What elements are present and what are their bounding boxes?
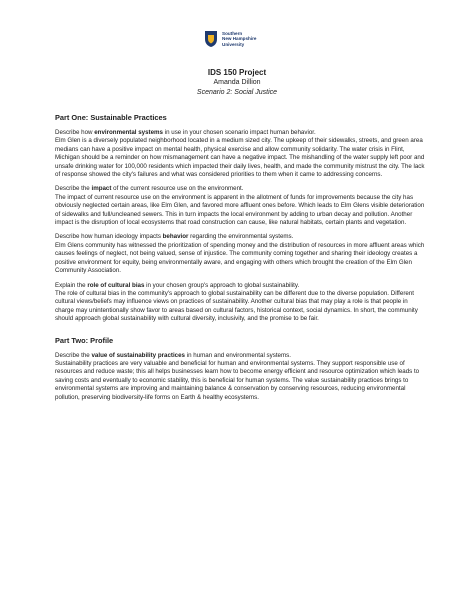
scenario-subtitle: Scenario 2: Social Justice xyxy=(196,89,278,96)
answer-impact: The impact of current resource use on the environment is apparent in the allotment of funds for improvements because the city has obviously neglected certain areas, like Elm Glen, and favored more affluent ones before. Which leads to Elm Glens visible deterioration of sidewalks and full/uncleaned sewers. This in turn impacts the local environment by adding to urban decay and pollution. Another impact is the disruption of local ecosystems that road construction can cause, like natural habitats, certain plants and vegetation. xyxy=(55,193,425,227)
question-environmental-systems xyxy=(55,129,427,137)
question-behavior xyxy=(55,233,427,241)
shield-icon xyxy=(204,30,218,48)
part-one-heading: Part One: Sustainable Practices xyxy=(55,113,167,122)
logo-wordmark xyxy=(222,31,256,47)
answer-sustainability-value: Sustainability practices are very valuable and beneficial for human and environmental systems. They support responsible use of resources and reduce waste; this all helps businesses learn how to become energy efficient and resource optimization which leads to saving costs and eventually to economic stability, this is beneficial for human systems. The value sustainability practices brings to environmental systems are improving and maintaining balance & conservation by conserving resources, reducing environmental pollution, preserving biodiversity-life forms on Earth & healthy ecosystems. xyxy=(55,359,420,401)
question-text: Explain the xyxy=(55,281,88,289)
author-name: Amanda Dillion xyxy=(213,79,261,86)
university-logo xyxy=(204,30,256,48)
question-text: Describe how human ideology impacts xyxy=(55,233,163,241)
logo-line-1: Southern xyxy=(222,30,243,36)
question-cultural-bias xyxy=(55,282,427,290)
question-text: regarding the environmental systems. xyxy=(188,233,294,241)
question-keyword: impact xyxy=(91,185,112,193)
question-sustainability-value xyxy=(55,352,427,360)
question-keyword: environmental systems xyxy=(94,129,163,136)
question-text: in human and environmental systems. xyxy=(185,351,291,359)
question-text: Describe the xyxy=(55,185,92,193)
answer-environmental-systems: Elm Glen is a diversely populated neighborhood located in a medium sized city. The upkeep of their sidewalks, streets, and green area medians can have a positive impact on mental health, physical exercise and allow community solidarity. The water crisis in Flint, Michigan should be a reminder on how mismanagement can have a negative impact. The mishandling of the water supply left poor and unsafe drinking water for 100,000 residents which impacted their daily lives, health, and made the community mistrust the city. The lack of response showed the city's failures and what was considered priorities to them when it came to addressing concerns. xyxy=(55,137,425,179)
part-two-heading: Part Two: Profile xyxy=(55,335,114,345)
question-keyword: value of sustainability practices xyxy=(91,351,186,359)
question-text: Describe how xyxy=(55,129,95,136)
document-title: IDS 150 Project xyxy=(207,68,267,77)
question-keyword: role of cultural bias xyxy=(87,281,145,289)
document-header xyxy=(0,67,474,98)
logo-line-2: New Hampshire xyxy=(222,36,257,42)
answer-behavior: Elm Glens community has witnessed the prioritization of spending money and the distribution of resources in more affluent areas which causes feelings of neglect, not being valued, sense of injustice. The community coming together and sharing their ideology creates a positive environment for equity, being environmentally aware, and engaging with others which brought the creation of the Elm Glen Community Association. xyxy=(55,241,425,275)
question-impact xyxy=(55,185,427,193)
document-body xyxy=(55,113,427,402)
answer-cultural-bias: The role of cultural bias in the community's approach to global sustainability can be different due to the diverse population. Different cultural views/beliefs may influence views on practices of sustainability. Another cultural bias that may play a role is that people in charge may unintentionally show favor to areas based on cultural factors, historical context, social dynamics. In short, the community should approach global sustainability with cultural diversity, inclusivity, and the promise to be fair. xyxy=(55,289,418,323)
question-keyword: behavior xyxy=(162,233,189,241)
question-text: in use in your chosen scenario impact human behavior. xyxy=(163,129,316,136)
question-text: in your chosen group's approach to global sustainability. xyxy=(144,281,300,289)
question-text: Describe the xyxy=(55,351,92,359)
question-text: of the current resource use on the environment. xyxy=(111,185,244,193)
logo-line-3: University xyxy=(222,41,245,47)
